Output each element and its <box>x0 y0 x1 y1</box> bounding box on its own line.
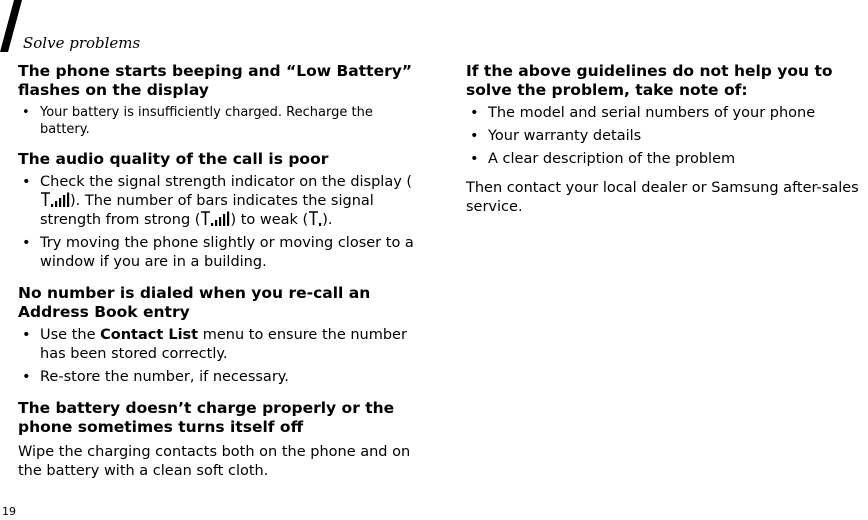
page-header-title: Solve problems <box>23 34 141 52</box>
menu-name-contact-list: Contact List <box>100 327 199 343</box>
section-heading: The battery doesn’t charge properly or the phone sometimes turns itself off <box>18 399 395 436</box>
signal-strength-full-icon <box>200 211 230 227</box>
section-audio-quality <box>18 150 426 272</box>
section-battery-charge <box>18 399 426 481</box>
section-heading: The audio quality of the call is poor <box>18 150 329 168</box>
list-item: • A clear description of the problem <box>470 151 736 167</box>
list-item: • Re-store the number, if necessary. <box>22 369 289 385</box>
page-number: 19 <box>2 505 16 518</box>
left-column <box>18 62 426 493</box>
list-item: • Try moving the phone slightly or moving closer to a window if you are in a building. <box>22 235 414 270</box>
section-heading: If the above guidelines do not help you to solve the problem, take note of: <box>466 62 833 99</box>
header-decoration-bar <box>0 0 24 52</box>
list-item: • Check the signal strength indicator on the display (). The number of bars indicates the signal strength from strong ( ) to weak ( ). <box>22 174 413 228</box>
section-heading: The phone starts beeping and “Low Battery” flashes on the display <box>18 62 413 99</box>
list-item: • Your warranty details <box>470 128 642 144</box>
list-item: • Your battery is insufficiently charged. Recharge the battery. <box>22 105 373 137</box>
right-column <box>466 62 866 217</box>
section-low-battery <box>18 62 426 138</box>
list-item: • The model and serial numbers of your phone <box>470 105 816 121</box>
list-item: • Use the Contact List menu to ensure the number has been stored correctly. <box>22 327 407 362</box>
section-body-text: Wipe the charging contacts both on the phone and on the battery with a clean soft cloth. <box>18 444 411 479</box>
section-no-number-dialed <box>18 284 426 387</box>
closing-text: Then contact your local dealer or Samsung after-sales service. <box>466 180 859 215</box>
signal-strength-full-icon <box>40 192 70 208</box>
section-heading: No number is dialed when you re-call an Address Book entry <box>18 284 371 321</box>
signal-strength-weak-icon <box>308 211 322 227</box>
